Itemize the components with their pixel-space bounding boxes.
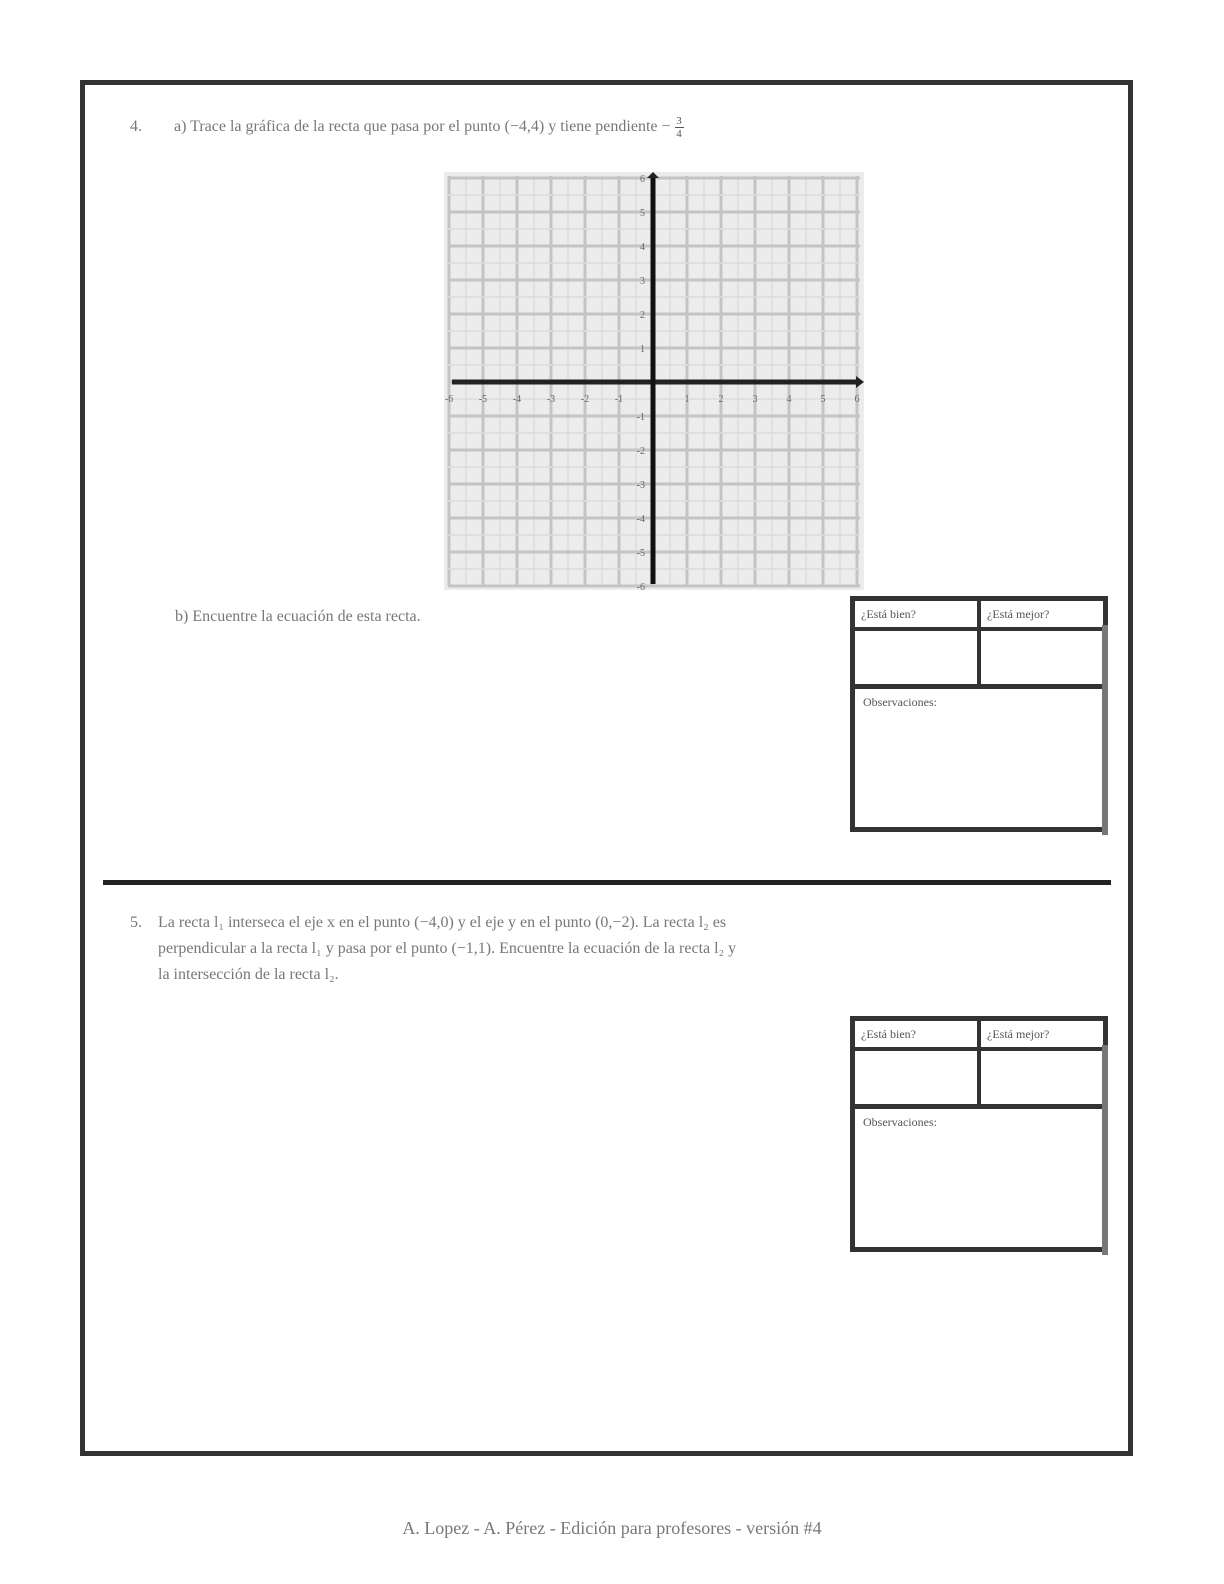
x-tick-label: -2 [580, 394, 590, 405]
slope-denominator: 4 [676, 128, 682, 140]
y-tick-label: 4 [640, 242, 645, 253]
answer-box-shadow [1102, 1045, 1108, 1255]
y-tick-label: -3 [636, 480, 645, 491]
question-4a-text: a) Trace la gráfica de la recta que pasa por el punto (−4,4) y tiene pendiente − [174, 118, 671, 136]
x-tick-label: 1 [684, 394, 690, 405]
slope-numerator: 3 [676, 115, 682, 127]
question-5-line1: La recta l₁ interseca el eje x en el punto (−4,0) y el eje y en el punto (0,−2). La recta l₂ es [158, 914, 727, 931]
y-tick-label: -6 [636, 582, 645, 590]
answer-box-divider [977, 601, 981, 689]
x-tick-label: 5 [820, 394, 826, 405]
y-tick-label: 5 [640, 208, 645, 219]
x-tick-label: -3 [546, 394, 556, 405]
question-5-line3: la intersección de la recta l₂. [158, 966, 339, 983]
x-tick-label: 6 [854, 394, 860, 405]
x-tick-label: -1 [614, 394, 624, 405]
question-5 [130, 910, 1110, 988]
answer-box-divider [977, 1021, 981, 1109]
y-tick-label: -4 [636, 514, 645, 525]
x-tick-label: -5 [478, 394, 488, 405]
y-tick-label: 6 [640, 174, 645, 185]
coordinate-grid[interactable] [444, 172, 864, 590]
answer-box-shadow [1102, 625, 1108, 835]
x-tick-label: 2 [718, 394, 724, 405]
x-tick-label: 4 [786, 394, 792, 405]
x-tick-label: -4 [512, 394, 522, 405]
answer-box-cell2-label: ¿Está mejor? [987, 1027, 1050, 1041]
y-tick-label: 3 [640, 276, 645, 287]
section-separator [103, 880, 1111, 885]
question-4-number: 4. [130, 118, 142, 136]
answer-box-observations-label: Observaciones: [863, 695, 937, 709]
question-5-number: 5. [130, 914, 142, 931]
y-tick-label: 2 [640, 310, 645, 321]
x-tick-label: 3 [752, 394, 758, 405]
answer-box-cell1-label: ¿Está bien? [861, 1027, 916, 1041]
y-tick-label: -1 [636, 412, 645, 423]
question-4-part-b: b) Encuentre la ecuación de esta recta. [175, 608, 421, 625]
slope-fraction [675, 115, 684, 140]
question-5-line2: perpendicular a la recta l₁ y pasa por el punto (−1,1). Encuentre la ecuación de la recta l₂ y [158, 940, 737, 957]
question-4-part-a [130, 115, 684, 140]
answer-box-cell1-label: ¿Está bien? [861, 607, 916, 621]
y-tick-label: 1 [640, 344, 645, 355]
answer-box-question-4 [850, 596, 1108, 832]
x-tick-label: -6 [444, 394, 454, 405]
y-tick-label: -5 [636, 548, 645, 559]
answer-box-question-5 [850, 1016, 1108, 1252]
y-tick-label: -2 [636, 446, 645, 457]
answer-box-observations-label: Observaciones: [863, 1115, 937, 1129]
page-footer: A. Lopez - A. Pérez - Edición para profesores - versión #4 [402, 1518, 822, 1538]
answer-box-cell2-label: ¿Está mejor? [987, 607, 1050, 621]
